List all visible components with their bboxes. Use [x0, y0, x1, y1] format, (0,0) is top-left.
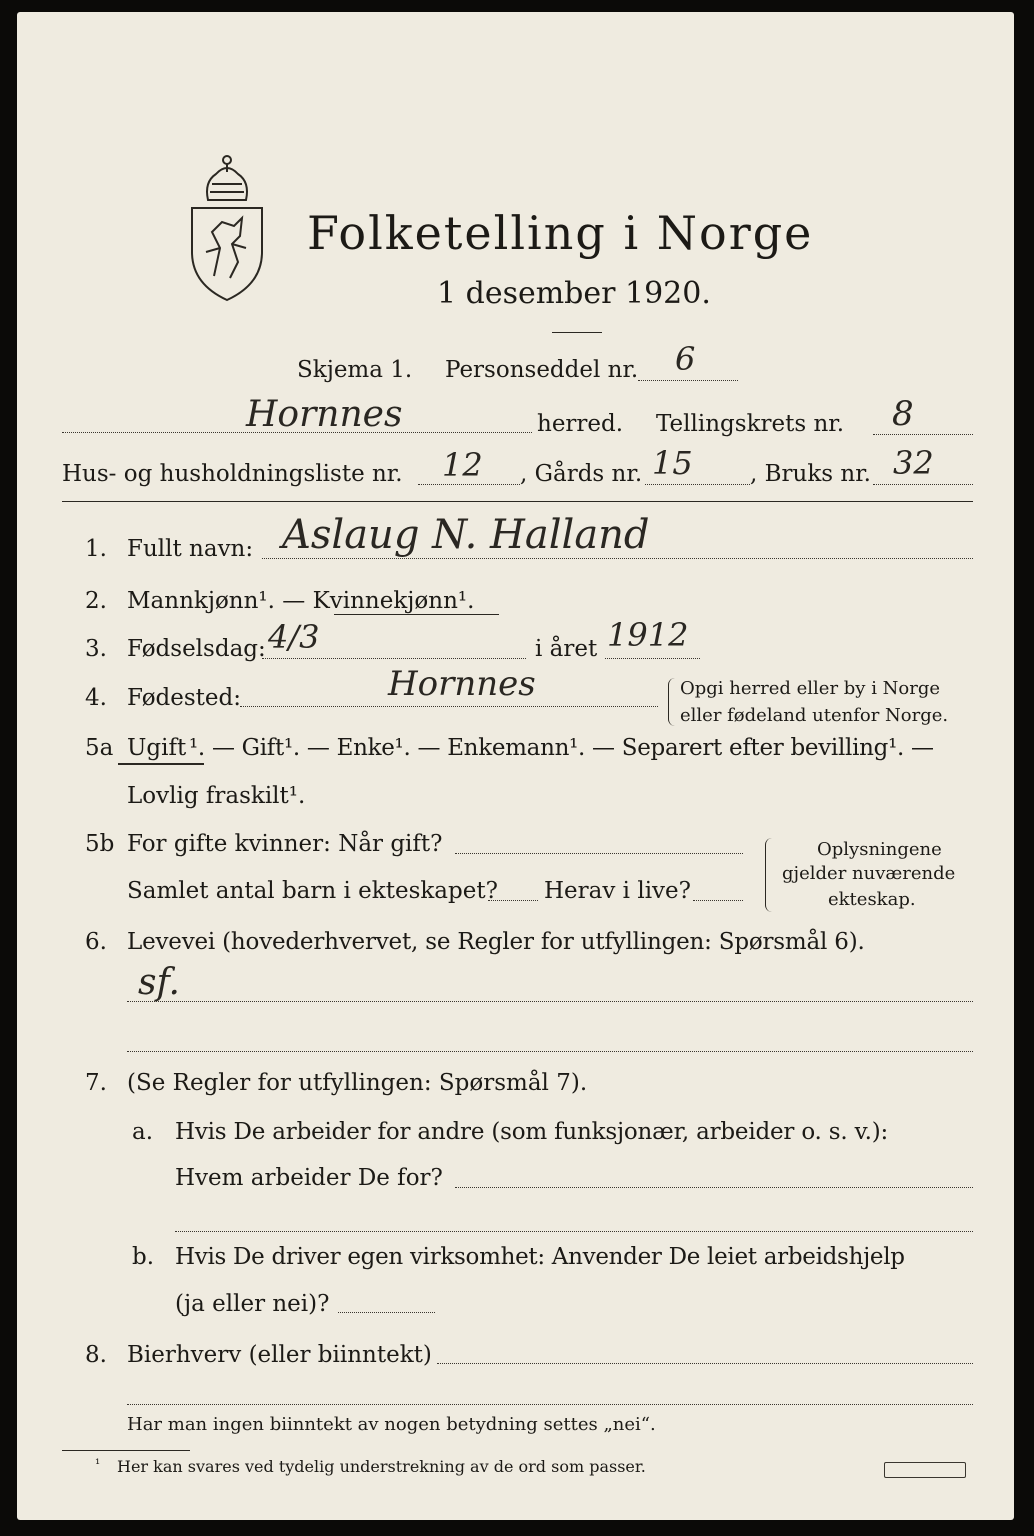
gards-value[interactable]: 15 — [652, 444, 693, 482]
full-name-value[interactable]: Aslaug N. Halland — [282, 512, 650, 558]
q8-number: 8. — [85, 1342, 107, 1368]
birthplace-value[interactable]: Hornnes — [388, 664, 536, 704]
skjema-label: Skjema 1. — [297, 357, 413, 383]
q5b-line1 — [455, 853, 743, 854]
q7b-label: Hvis De driver egen virksomhet: Anvender De leiet arbeidshjelp — [175, 1244, 905, 1270]
birth-year-value[interactable]: 1912 — [607, 616, 689, 654]
q3-year-label: i året — [535, 636, 598, 662]
q3-day-line — [262, 658, 526, 659]
personseddel-line — [638, 380, 738, 381]
q2-number: 2. — [85, 588, 107, 614]
form-title: Folketelling i Norge — [307, 206, 814, 260]
birth-day-value[interactable]: 4/3 — [268, 618, 320, 656]
census-date: 1 desember 1920. — [437, 276, 711, 311]
title-divider — [552, 332, 602, 333]
q5a-options[interactable]: ¹. — Gift¹. — Enke¹. — Enkemann¹. — Separert efter bevilling¹. — — [189, 735, 934, 761]
herred-label: herred. — [537, 411, 624, 437]
bruks-label: , Bruks nr. — [750, 461, 871, 487]
q7b-letter: b. — [132, 1244, 155, 1270]
bruks-line — [873, 484, 973, 485]
q5a-ugift[interactable]: Ugift — [127, 735, 187, 761]
gards-line — [645, 484, 750, 485]
q8-line2 — [127, 1404, 973, 1405]
q7b-line — [338, 1312, 435, 1313]
husholdningsliste-label: Hus- og husholdningsliste nr. — [62, 461, 403, 487]
q3-year-line — [605, 658, 700, 659]
q5b-barn-line — [488, 900, 538, 901]
q1-label: Fullt navn: — [127, 536, 254, 562]
kvinnekjonn-underline — [334, 614, 499, 615]
q3-number: 3. — [85, 636, 107, 662]
q5b-note-brace — [765, 838, 772, 912]
q4-note-line2: eller fødeland utenfor Norge. — [680, 705, 949, 726]
q5b-note-line2: gjelder nuværende — [782, 863, 956, 884]
q5a-line2[interactable]: Lovlig fraskilt¹. — [127, 783, 306, 809]
q5b-note-line1: Oplysningene — [817, 839, 942, 860]
q7a-line2-label: Hvem arbeider De for? — [175, 1165, 443, 1191]
q5b-note-line3: ekteskap. — [828, 889, 916, 910]
q5b-herav-label: Herav i live? — [544, 878, 691, 904]
q5b-number: 5b — [85, 831, 115, 857]
norway-coat-of-arms-icon — [186, 152, 268, 304]
personseddel-value[interactable]: 6 — [675, 340, 696, 378]
q5a-number: 5a — [85, 735, 114, 761]
ugift-underline — [118, 763, 204, 765]
footer-note: Har man ingen biinntekt av nogen betydning settes „nei“. — [127, 1414, 656, 1435]
q4-number: 4. — [85, 685, 107, 711]
q4-note-line1: Opgi herred eller by i Norge — [680, 678, 941, 699]
q8-label: Bierhverv (eller biinntekt) — [127, 1342, 432, 1368]
gards-label: , Gårds nr. — [520, 461, 643, 487]
q6-line1 — [127, 1001, 973, 1002]
q7a-label: Hvis De arbeider for andre (som funksjonær, arbeider o. s. v.): — [175, 1119, 889, 1145]
footnote-text: Her kan svares ved tydelig understrekning av de ord som passer. — [117, 1457, 646, 1476]
q1-line — [262, 558, 973, 559]
q4-note-brace — [668, 678, 675, 726]
footnote-divider — [62, 1450, 190, 1451]
q4-line — [240, 706, 658, 707]
q7b-line2-label: (ja eller nei)? — [175, 1291, 330, 1317]
section-divider — [62, 501, 973, 502]
q7-number: 7. — [85, 1070, 107, 1096]
husholdningsliste-value[interactable]: 12 — [442, 446, 483, 484]
tellingskrets-value[interactable]: 8 — [892, 394, 914, 434]
q6-line2 — [127, 1051, 973, 1052]
husholdningsliste-line — [418, 484, 520, 485]
q4-label: Fødested: — [127, 685, 242, 711]
tellingskrets-label: Tellingskrets nr. — [656, 411, 845, 437]
q5b-label: For gifte kvinner: Når gift? — [127, 831, 443, 857]
q6-number: 6. — [85, 929, 107, 955]
q7a-line2 — [175, 1231, 973, 1232]
personseddel-label: Personseddel nr. — [445, 357, 639, 383]
q5b-herav-line — [693, 900, 743, 901]
occupation-value[interactable]: sf. — [138, 962, 180, 1003]
q3-label: Fødselsdag: — [127, 636, 266, 662]
q1-number: 1. — [85, 536, 107, 562]
q7a-line1 — [455, 1187, 973, 1188]
q6-label: Levevei (hovederhvervet, se Regler for utfyllingen: Spørsmål 6). — [127, 929, 865, 955]
q7a-letter: a. — [132, 1119, 154, 1145]
q8-line1 — [437, 1363, 973, 1364]
q7-label: (Se Regler for utfyllingen: Spørsmål 7). — [127, 1070, 588, 1096]
q5b-line2-label: Samlet antal barn i ekteskapet? — [127, 878, 498, 904]
footnote-mark: ¹ — [95, 1457, 101, 1472]
tellingskrets-line — [873, 434, 973, 435]
bruks-value[interactable]: 32 — [893, 444, 934, 482]
printer-stamp-icon — [884, 1462, 966, 1478]
q2-gender-options[interactable]: Mannkjønn¹. — Kvinnekjønn¹. — [127, 588, 475, 614]
herred-value[interactable]: Hornnes — [246, 394, 403, 435]
